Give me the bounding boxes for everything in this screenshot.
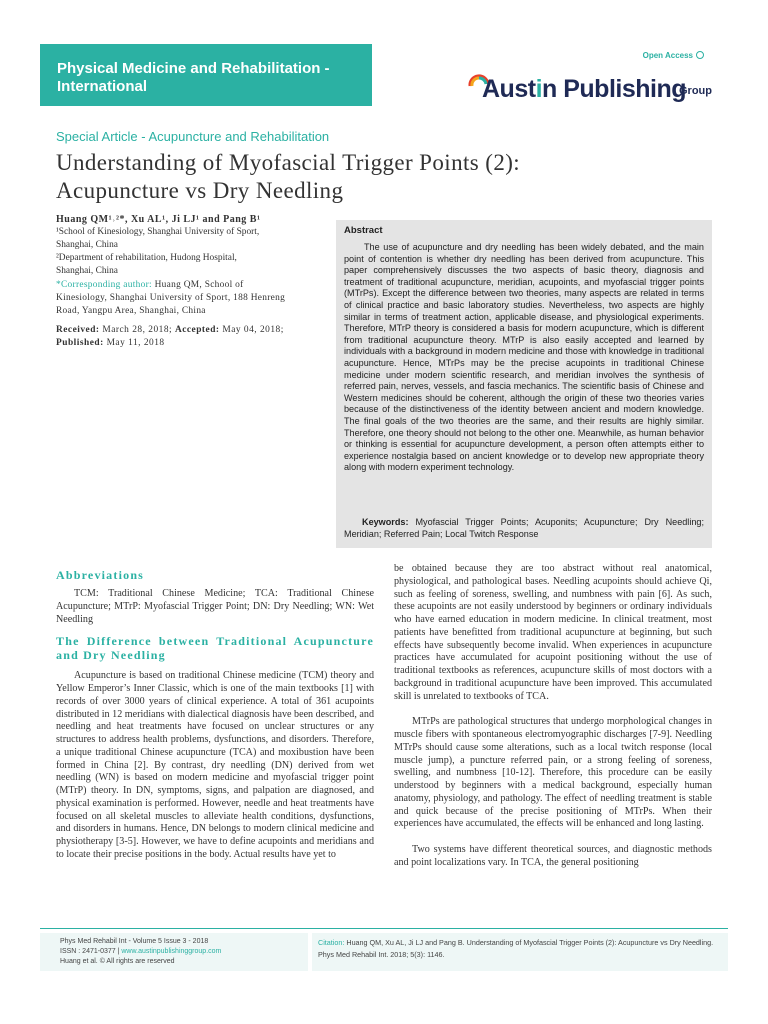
footer-citation: Citation: Huang QM, Xu AL, Ji LJ and Pang B. Understanding of Myofascial Trigger Points (2): Acupuncture vs Dry Needling. Phys Med Rehabil Int. 2018; 5(3): 1146. [312,933,728,971]
article-title: Understanding of Myofascial Trigger Points (2): Acupuncture vs Dry Needling [56,150,521,203]
body-column-left [56,568,374,862]
section-heading-abbreviations: Abbreviations [56,568,145,582]
abstract-text: The use of acupuncture and dry needling has been widely debated, and the main point of contention is whether dry needling has been derived from acupuncture. This paper comprehensively discusses the two aspects of basic theory, diagnosis and treatment of traditional acupuncture, meridian, acupoints, and myofascial trigger points (MTrPs). Except the difference between two theories, many aspects are related in terms of clinical practice and basic laboratory studies. Nevertheless, two aspects are highly similar in terms of treatment action, applicable disease, and physiological experiments. Therefore, MTrP theory is considered a basis for modern acupuncture, which is different from traditional acupuncture theory. MTrP is also easily accepted and learned by individuals with a background in modern medicine and those with knowledge in traditional acupuncture. Hence, MTrPs may be the precise acupoints in traditional Chinese medicine under modern scientific research, and meridian involves the synthesis of referred pain, nerves, vessels, and fascia mechanics. The scientific basis of Chinese and Western medicines should be coherent, although the origin of these two theories varies because of the distinctiveness of the identity between ancient and modern knowledge. The final goals of the two theories are the same, and their results are highly similar. Therefore, one theory should not belong to the other one. Meanwhile, as human behavior or thinking is essential for acupuncture development, a person often attempts either to experience nostalgia based on ancient knowledge or to develop new appropriate theory along with modern experiment technology. [344,242,704,473]
publisher-group: Group [679,85,712,97]
body-column-right [394,563,712,870]
body-paragraph: MTrPs are pathological structures that undergo morphological changes in muscle fibers with spontaneous electromyographic discharges [7-9]. Needling MTrPs should cause some alterations, such as a local twitch response (local muscle jump), a puncture referred pain, or a strong feeling of soreness, swelling, and numbness [10-12]. Therefore, this procedure can be easily understood by beginners with a medical background, especially human anatomy, physiology, and pathology. The effect of needling treatment is stable and quick because of the precise positioning of MTrPs. When their experiences have accumulated, the effects will be enhanced and long lasting. [394,716,712,830]
open-access-label[interactable]: Open Access [643,51,704,60]
publisher-link[interactable]: www.austinpublishinggroup.com [121,948,222,955]
footer-journal-info: Phys Med Rehabil Int - Volume 5 Issue 3 - 2018 ISSN : 2471-0377 | www.austinpublishinggroup.com Huang et al. © All rights are reserved [40,933,308,971]
abstract-heading: Abstract [344,225,383,236]
abbreviations-text: TCM: Traditional Chinese Medicine; TCA: Traditional Chinese Acupuncture; MTrP: Myofascial Trigger Point; DN: Dry Needling; WN: Wet Needling [56,588,374,625]
affiliation-1: ¹School of Kinesiology, Shanghai University of Sport, Shanghai, China [56,227,260,250]
authors: Huang QM¹˒²*, Xu AL¹, Ji LJ¹ and Pang B¹ [56,214,261,225]
body-paragraph: Two systems have different theoretical sources, and diagnostic methods and point localizations vary. In TCA, the general positioning [394,844,712,868]
body-paragraph: Acupuncture is based on traditional Chinese medicine (TCM) theory and Yellow Emperor’s Inner Classic, which is one of the main textbooks [1] with records of over 3000 years of clinical experience. A total of 361 acupoints distributed in 12 meridians with dialectical diagnosis have been described, and needling and heat treatments have focused on unclear structures or any structures to address health problems, dysfunctions, and disorders. Therefore, a unique traditional Chinese acupuncture (TCA) and moxibustion have been formed in China [2]. By contrast, dry needling (DN) derived from wet needling (WN) is based on modern medicine and myofascial trigger point (MTrP) theory. In DN, symptoms, signs, and palpation are diagnosed, and physical examination is performed. However, needle and heat treatments have focused on all skeletal muscles to alleviate health conditions, dysfunctions, and disorders in humans. Hence, DN belongs to modern clinical medicine and physiotherapy [3-5]. However, we have to define acupoints and meridians and to locate their precise positions in the body. Actual results have yet to [56,670,374,860]
article-dates: Received: March 28, 2018; Accepted: May 04, 2018; Published: May 11, 2018 [56,325,284,348]
journal-banner [40,44,372,106]
article-info [56,213,318,350]
corresponding-author: *Corresponding author: Huang QM, School of Kinesiology, Shanghai University of Sport, 188 Henreng Road, Yangpu Area, Shanghai, China [56,280,286,316]
abstract-box [336,220,712,548]
publisher-logo [466,70,726,104]
footer-divider [40,928,728,929]
publisher-name: Austin Publishing [482,75,687,103]
keywords: Keywords: Myofascial Trigger Points; Acuponits; Acupuncture; Dry Needling; Meridian; Referred Pain; Local Twitch Response [344,517,704,539]
section-heading-difference: The Difference between Traditional Acupuncture and Dry Needling [56,634,374,663]
body-paragraph: be obtained because they are too abstract without real anatomical, physiological, and pathological bases. Needling acupoints should achieve Qi, such as feeling of soreness, swelling, and numbness with pain [6]. As such, these acupoints are not easily understood by beginners or ordinary individuals who have earned education in modern medicine. In clinical treatment, most patients have benefitted from traditional acupuncture at beginning, but such effects have subsequently become invalid. When experiences in acupuncture practices have accumulated for acupoint positioning without the use of traditional textbooks as references, acupuncture skills of most doctors with a background in traditional acupuncture have been improved. This accumulated skill is unrelated to textbooks of TCA. [394,563,712,702]
open-access-icon [696,51,704,59]
article-category: Special Article - Acupuncture and Rehabilitation [56,129,330,144]
journal-title: Physical Medicine and Rehabilitation - International [57,60,330,95]
affiliation-2: ²Department of rehabilitation, Hudong Hospital, Shanghai, China [56,253,237,276]
